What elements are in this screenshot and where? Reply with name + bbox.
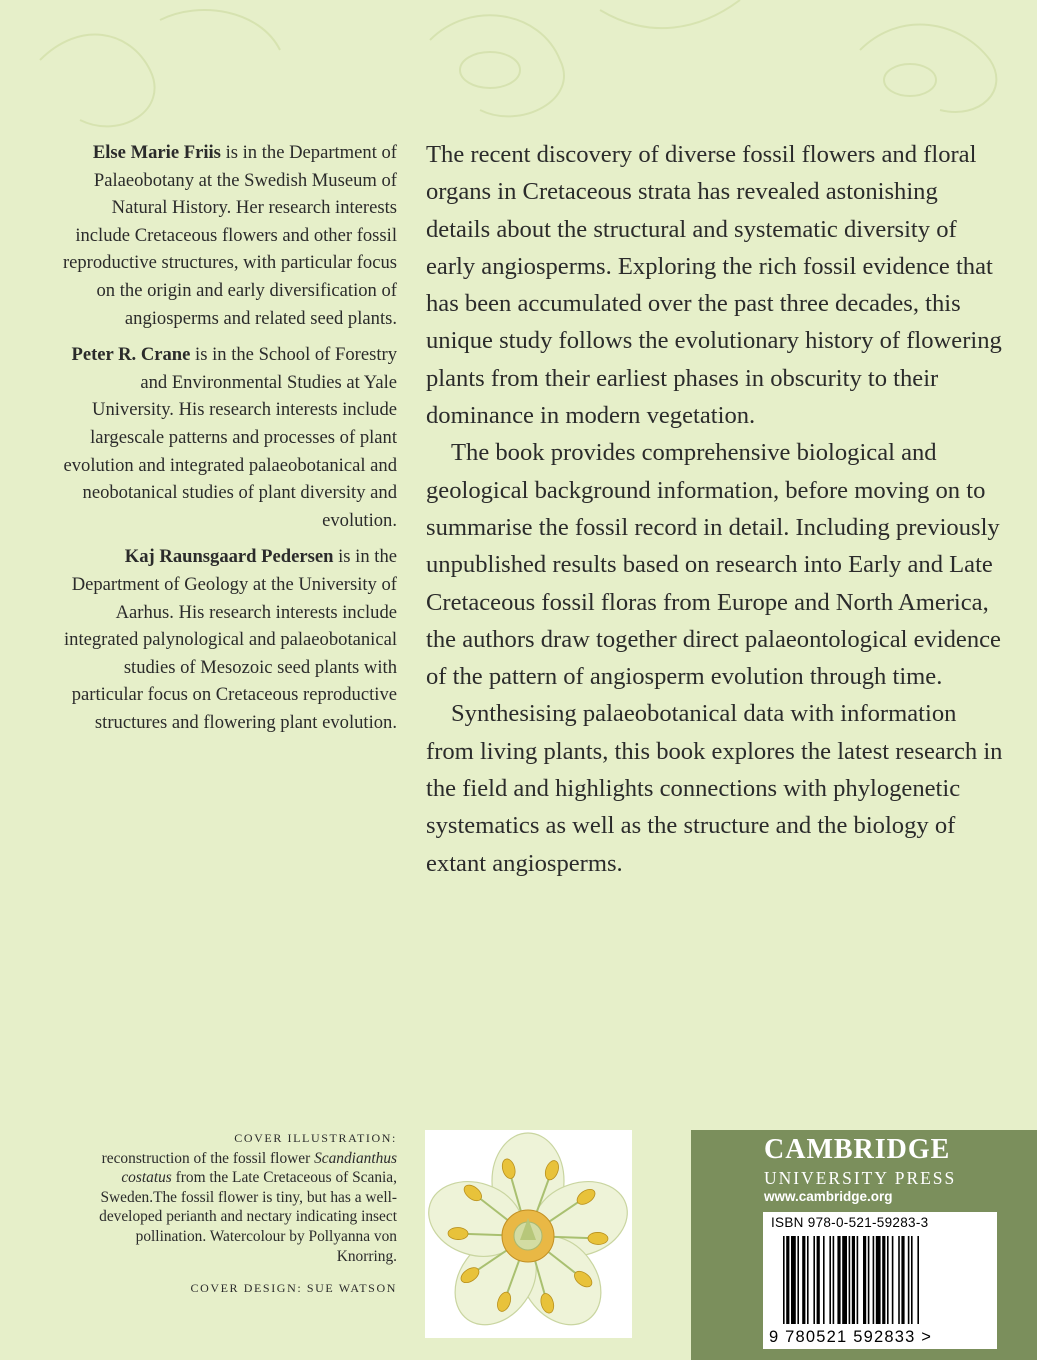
cover-text-before: reconstruction of the fossil flower	[101, 1149, 315, 1167]
flower-image	[425, 1130, 632, 1338]
cover-design-credit: COVER DESIGN: SUE WATSON	[190, 1281, 397, 1296]
author-bio	[60, 543, 397, 736]
author-bios	[60, 139, 397, 745]
barcode-bar	[829, 1236, 831, 1324]
barcode-bar	[849, 1236, 851, 1324]
barcode-bar	[817, 1236, 820, 1324]
barcode-bar	[813, 1236, 815, 1324]
barcode-bar	[892, 1236, 894, 1324]
barcode-bar	[786, 1236, 789, 1324]
barcode-bar	[898, 1236, 900, 1324]
publisher-subtitle: UNIVERSITY PRESS	[764, 1168, 957, 1188]
author-bio	[60, 341, 397, 534]
book-description	[426, 136, 1004, 882]
author-bio	[60, 139, 397, 332]
author-bio-text: is in the Department of Geology at the University of Aarhus. His research interests include integrated palynological and palaeobotanical studies of Mesozoic seed plants with particular focus on Cretaceous reproductive structures and flowering plant evolution.	[64, 546, 397, 733]
barcode-bar	[887, 1236, 889, 1324]
barcode-bar	[911, 1236, 913, 1324]
barcode-bar	[901, 1236, 904, 1324]
barcode-bar	[791, 1236, 796, 1324]
author-name: Else Marie Friis	[92, 142, 221, 163]
barcode-bar	[908, 1236, 910, 1324]
barcode-bar	[807, 1236, 809, 1324]
ean-number: 9 780521 592833 >	[769, 1328, 933, 1346]
cover-illustration-label: COVER ILLUSTRATION:	[234, 1131, 397, 1145]
description-paragraph: The recent discovery of diverse fossil flowers and floral organs in Cretaceous strata has revealed astonishing details about the structural and systematic diversity of early angiosperms. Exploring the rich fossil evidence that has been accumulated over the past three decades, this unique study follows the evolutionary history of flowering plants from their earliest phases in obscurity to their dominance in modern vegetation.	[426, 141, 1002, 430]
barcode-bar	[882, 1236, 885, 1324]
barcode-bar	[857, 1236, 859, 1324]
barcode-bar	[868, 1236, 870, 1324]
author-bio-text: is in the School of Forestry and Environmental Studies at Yale University. His research interests include largescale patterns and processes of plant evolution and integrated palaeobotanical and neobotanical studies of plant diversity and evolution.	[63, 344, 397, 531]
barcode-bar	[833, 1236, 835, 1324]
barcode-bar	[797, 1236, 799, 1324]
barcode-bar	[852, 1236, 855, 1324]
barcode-bar	[783, 1236, 785, 1324]
publisher-panel	[691, 1130, 1037, 1360]
barcode-box	[763, 1212, 997, 1349]
species-name: Scandianthus costatus	[121, 1149, 397, 1187]
author-name: Kaj Raunsgaard Pedersen	[124, 546, 334, 568]
cover-illustration-credit	[90, 1128, 397, 1299]
description-paragraph: Synthesising palaeobotanical data with information from living plants, this book explores the latest research in the field and highlights connections with phylogenetic systematics as well as the structure and the biology of extant angiosperms.	[426, 700, 1003, 877]
publisher-url[interactable]: www.cambridge.org	[764, 1189, 893, 1204]
isbn-text: ISBN 978-0-521-59283-3	[771, 1215, 929, 1230]
cover-text-after: from the Late Cretaceous of Scania, Sweden.The fossil flower is tiny, but has a well-developed perianth and nectary indicating insect pollination. Watercolour by Pollyanna von Knorring.	[99, 1169, 397, 1265]
author-name: Peter R. Crane	[71, 344, 191, 366]
barcode-bar	[917, 1236, 919, 1324]
flower-illustration	[425, 1130, 632, 1338]
barcode-bar	[842, 1236, 847, 1324]
author-bio-text: is in the Department of Palaeobotany at the Swedish Museum of Natural History. Her research interests include Cretaceous flowers and other fossil reproductive structures, with particular focus on the origin and early diversification of angiosperms and related seed plants.	[62, 142, 397, 329]
barcode-bar	[873, 1236, 875, 1324]
barcode-bar	[863, 1236, 866, 1324]
barcode-bar	[876, 1236, 881, 1324]
barcode-bar	[823, 1236, 825, 1324]
barcode-bar	[802, 1236, 805, 1324]
description-paragraph: The book provides comprehensive biological and geological background information, before moving on to summarise the fossil record in detail. Including previously unpublished results based on research into Early and Late Cretaceous fossil floras from Europe and North America, the authors draw together direct palaeontological evidence of the pattern of angiosperm evolution through time.	[426, 439, 1001, 691]
publisher-name: CAMBRIDGE	[764, 1134, 951, 1165]
barcode-bar	[837, 1236, 840, 1324]
